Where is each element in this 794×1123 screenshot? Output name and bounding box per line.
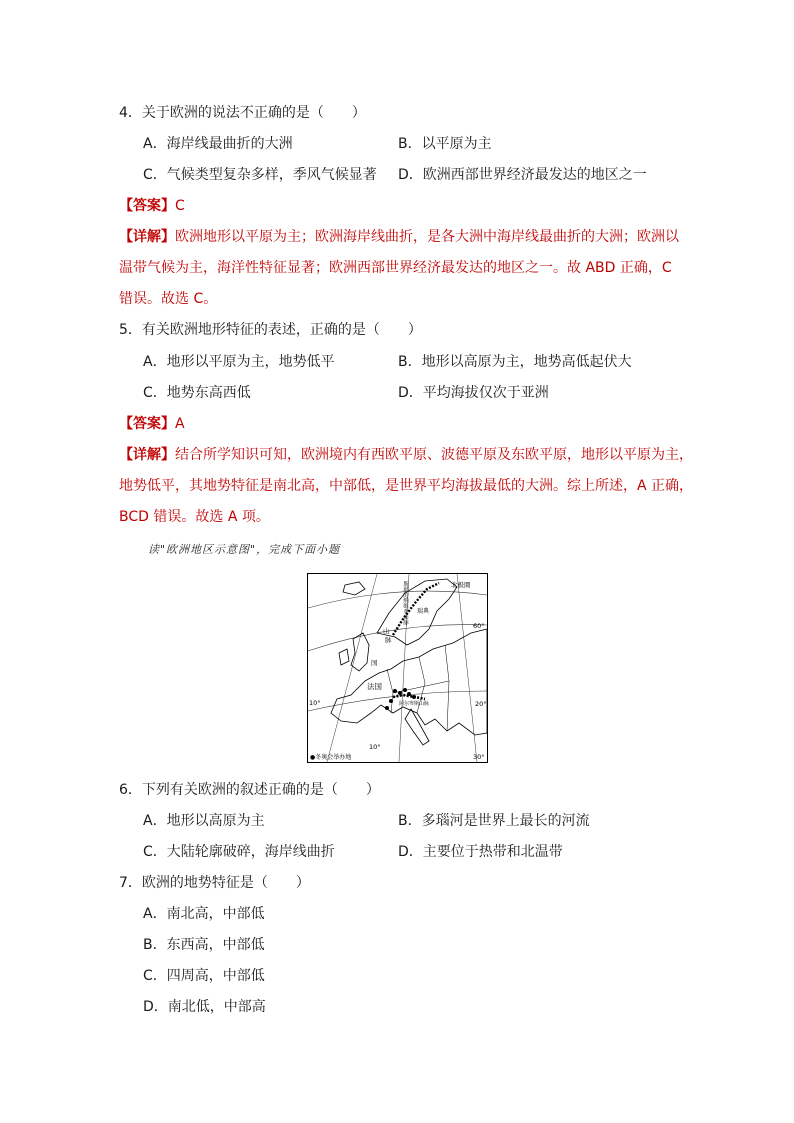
answer-tag: 【答案】 (119, 416, 175, 432)
olympic-host-marker (389, 699, 393, 703)
q4-detail-line-2: 温带气候为主，海洋性特征显著；欧洲西部世界经济最发达的地区之一。故 ABD 正确，C (119, 260, 672, 276)
map-legend: ●冬奥会举办地 (310, 754, 352, 761)
label-30: 30° (473, 753, 485, 761)
q5-detail-line-3: BCD 错误。故选 A 项。 (119, 509, 270, 525)
q4-detail-text-1: 欧洲地形以平原为主；欧洲海岸线曲折，是各大洲中海岸线最曲折的大洲；欧洲以 (175, 229, 679, 245)
q6-option-b: B．多瑙河是世界上最长的河流 (398, 813, 590, 829)
label-60: 60° (473, 622, 485, 630)
q4-option-b: B．以平原为主 (398, 136, 492, 152)
europe-map (307, 573, 488, 763)
detail-tag: 【详解】 (119, 229, 175, 245)
q7-option-d: D．南北低，中部高 (143, 999, 266, 1015)
q4-option-c: C．气候类型复杂多样，季风气候显著 (143, 167, 377, 183)
label-20: 20° (475, 700, 487, 708)
q5-option-b: B．地形以高原为主，地势高低起伏大 (398, 354, 632, 370)
olympic-host-marker (398, 691, 402, 695)
olympic-host-marker (412, 695, 416, 699)
q6-stem: 6．下列有关欧洲的叙述正确的是（ ） (119, 782, 380, 798)
olympic-host-marker (393, 689, 397, 693)
q6-option-a: A．地形以高原为主 (143, 813, 265, 829)
q4-answer-row (119, 197, 185, 215)
map-caption: 读"欧洲地区示意图"，完成下面小题 (148, 543, 341, 556)
q4-option-a: A．海岸线最曲折的大洲 (143, 136, 293, 152)
label-10w: 10° (309, 699, 321, 707)
q4-detail-line-3: 错误。故选 C。 (119, 291, 218, 307)
q5-option-a: A．地形以平原为主，地势低平 (143, 354, 335, 370)
label-mai: 脉 (385, 636, 392, 644)
label-alps: 阿尔卑斯山脉 (399, 701, 430, 707)
q4-option-d: D．欧洲西部世界经济最发达的地区之一 (398, 167, 647, 183)
q5-answer-row (119, 415, 185, 433)
q5-detail-line-1 (119, 446, 693, 464)
q5-answer: A (175, 416, 185, 432)
label-france: 法国 (367, 682, 382, 691)
q6-option-c: C．大陆轮廓破碎，海岸线曲折 (143, 844, 335, 860)
answer-tag: 【答案】 (119, 198, 175, 214)
label-sweden: 瑞典 (417, 608, 430, 615)
q5-detail-text-1: 结合所学知识可知，欧洲境内有西欧平原、波德平原及东欧平原，地形以平原为主， (175, 447, 693, 463)
label-10e: 10° (369, 743, 381, 751)
q5-detail-line-2: 地势低平，其地势特征是南北高，中部低，是世界平均海拔最低的大洲。综上所述，A 正确， (119, 478, 694, 494)
label-arctic-circle: 北极圈 (451, 581, 471, 589)
olympic-host-marker (407, 692, 411, 696)
q6-option-d: D．主要位于热带和北温带 (398, 844, 563, 860)
olympic-host-marker (385, 706, 389, 710)
q4-stem: 4．关于欧洲的说法不正确的是（ ） (119, 105, 366, 121)
q5-option-c: C．地势东高西低 (143, 385, 251, 401)
label-guo: 国 (371, 659, 378, 667)
q7-stem: 7．欧洲的地势特征是（ ） (119, 875, 310, 891)
olympic-host-marker (403, 688, 407, 692)
q5-stem: 5．有关欧洲地形特征的表述，正确的是（ ） (119, 322, 422, 338)
q5-option-d: D．平均海拔仅次于亚洲 (398, 385, 549, 401)
q4-detail-line-1 (119, 228, 679, 246)
q4-answer: C (175, 198, 185, 214)
detail-tag: 【详解】 (119, 447, 175, 463)
q7-option-c: C．四周高，中部低 (143, 968, 265, 984)
q7-option-a: A．南北高，中部低 (143, 906, 265, 922)
label-scandinavian-mountains: 斯堪的纳维亚山脉 (402, 581, 408, 625)
label-shan: 山 (383, 627, 390, 635)
q7-option-b: B．东西高，中部低 (143, 937, 265, 953)
